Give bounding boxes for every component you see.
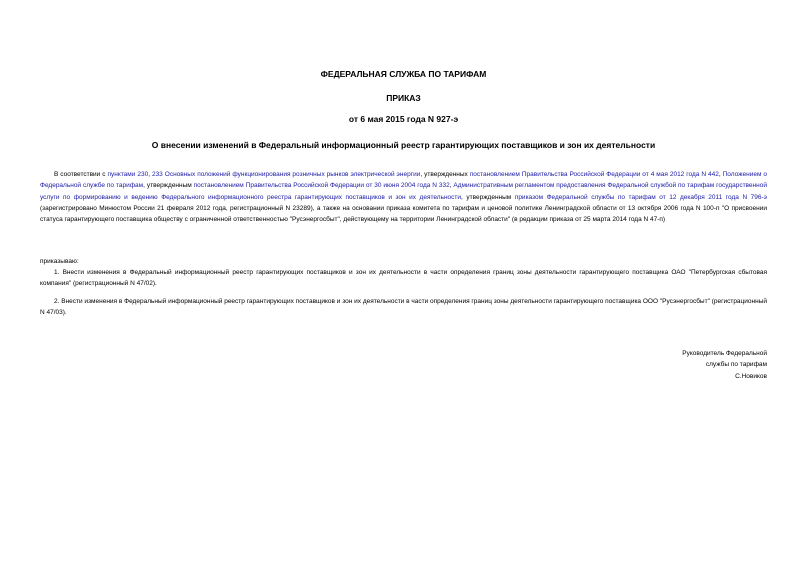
link-clause-233-basic-provisions[interactable]: 233 Основных положений функционирования розничных рынков электрической энергии [151,171,421,178]
preamble-text: , [148,171,152,178]
signature-position-line-1: Руководитель Федеральной [682,350,767,357]
preamble-text: , [449,182,454,190]
order-item-1: 1. Внести изменения в Федеральный информационный реестр гарантирующих поставщиков и зон их деятельности в части определения границ зоны деятельности гарантирующего поставщика ОАО "Петербургская сбытовая компания" (регистрационный N 47/02). [40,269,767,288]
preamble-text: , утвержденных [420,171,470,178]
preamble-text: (зарегистрировано Минюстом России 21 февраля 2012 года, регистрационный N 23289), а также на основании приказа комитета по тарифам и ценовой политике Ленинградской области от 13 октября 2006 года N 100-п "О присвоении статуса гарантирующего поставщика обществу с ограниченной ответственностью "Русэнергосбыт", действующему на территории Ленинградской области" (в редакции приказа от 25 марта 2014 года N 47-п) [40,204,767,224]
document-subject: О внесении изменений в Федеральный информационный реестр гарантирующих поставщиков и зон их деятельности [151,140,656,150]
link-administrative-regulation[interactable]: Административным регламентом предоставления Федеральной службой по тарифам государственной услуги по формированию и ведению Федерального информационного реестра гарантирующих поставщиков и зон их деятельности [40,182,767,201]
document-type: ПРИКАЗ [386,93,421,103]
agency-title: ФЕДЕРАЛЬНАЯ СЛУЖБА ПО ТАРИФАМ [320,69,487,79]
order-item-2: 2. Внести изменения в Федеральный информационный реестр гарантирующих поставщиков и зон их деятельности в части определения границ зоны деятельности гарантирующего поставщика ООО "Русэнергосбыт" (регистрационный N 47/03). [40,298,767,317]
link-fst-regulation[interactable]: Положением о Федеральной службе по тарифам [40,171,767,190]
preamble-text: , [718,171,723,178]
preamble-text: В соответствии с [54,171,108,178]
link-clauses-230[interactable]: пунктами 230 [107,171,149,178]
link-government-decree-332[interactable]: постановлением Правительства Российской Федерации от 30 июня 2004 года N 332 [193,182,450,190]
link-fst-order-796e[interactable]: приказом Федеральной службы по тарифам от 12 декабря 2011 года N 796-э [514,193,767,201]
document-date: от 6 мая 2015 года N 927-э [348,114,459,124]
preamble-text: , утвержденным [143,182,194,190]
signature-name: С.Новиков [735,372,767,380]
link-government-decree-442[interactable]: постановлением Правительства Российской Федерации от 4 мая 2012 года N 442 [469,171,719,178]
orders-word: приказываю: [40,258,79,265]
preamble-paragraph [40,169,767,225]
signature-block [682,348,767,382]
preamble-text: , утвержденным [461,193,515,201]
signature-position-line-2: службы по тарифам [705,361,767,369]
